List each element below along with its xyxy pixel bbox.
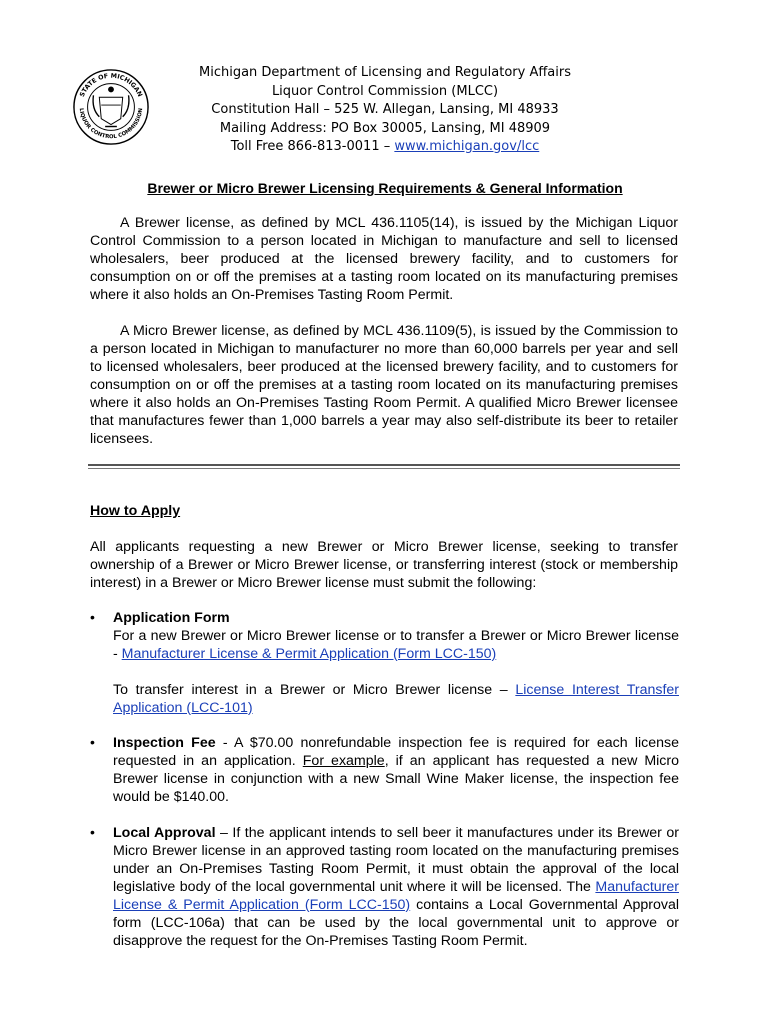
svg-text:STATE OF MICHIGAN	[79, 73, 144, 98]
agency-header	[160, 64, 610, 157]
inspection-fee-item	[113, 734, 679, 806]
document-title: Brewer or Micro Brewer Licensing Requirements & General Information	[147, 180, 623, 196]
website-link[interactable]: www.michigan.gov/lcc	[394, 139, 540, 154]
inspection-fee-heading: Inspection Fee	[113, 735, 216, 751]
local-approval-text: – If the applicant intends to sell beer it manufactures under its Brewer or Micro Brewer license in an approved tasting room located on the manufacturing premises under an On-Premises Tasting Room Permit, it must obtain the approval of the local legislative body of the local governmental unit where it will be licensed. The	[113, 825, 679, 895]
bullet-icon: •	[90, 734, 95, 750]
local-approval-item	[113, 824, 679, 950]
toll-free-text: Toll Free 866-813-0011 –	[230, 139, 395, 154]
agency-name: Michigan Department of Licensing and Regulatory Affairs	[199, 65, 571, 80]
brewer-definition-paragraph	[90, 214, 678, 304]
application-form-heading: Application Form	[113, 610, 230, 626]
form-lcc-150-link[interactable]: Manufacturer License & Permit Application (Form LCC-150)	[121, 646, 497, 662]
local-approval-heading: Local Approval	[113, 825, 216, 841]
toll-free-line	[160, 138, 610, 157]
micro-brewer-definition-paragraph	[90, 322, 678, 448]
local-approval-form-text: contains a Local Governmental Approval form (LCC-106a) that can be used by the local governmental unit to approve or disapprove the request for the On-Premises Tasting Room Permit.	[113, 897, 679, 949]
application-form-text: For a new Brewer or Micro Brewer license or to transfer a Brewer or Micro Brewer license -	[113, 628, 679, 662]
commission-name: Liquor Control Commission (MLCC)	[271, 83, 499, 99]
apply-intro-paragraph: All applicants requesting a new Brewer or Micro Brewer license, seeking to transfer ownership of a Brewer or Micro Brewer license, or transferring interest (stock or membership interest) in a Brewer or Micro Brewer license must submit the following:	[90, 539, 678, 591]
how-to-apply-heading: How to Apply	[90, 503, 181, 519]
micro-brewer-definition-text: A Micro Brewer license, as defined by MCL 436.1109(5), is issued by the Commission to a person located in Michigan to manufacturer no more than 60,000 barrels per year and sell to licensed wholesalers, beer produced at the licensed brewery facility, and to customers for consumption on or off the premises at a tasting room located on its manufacturing premises where it also holds an On-Premises Tasting Room Permit. A qualified Micro Brewer licensee that manufactures fewer than 1,000 barrels a year may also self-distribute its beer to retailer licensees.	[90, 323, 678, 447]
brewer-definition-text: A Brewer license, as defined by MCL 436.1105(14), is issued by the Michigan Liquor Control Commission to a person located in Michigan to manufacture and sell to licensed wholesalers, beer produced at the licensed brewery facility, and to customers for consumption on or off the premises at a tasting room located on its manufacturing premises where it also holds an On-Premises Tasting Room Permit.	[90, 215, 678, 303]
seal-bottom-text: LIQUOR CONTROL COMMISSION	[77, 107, 145, 141]
inspection-fee-text: - A $70.00 nonrefundable inspection fee is required for each license requested in an application.	[113, 735, 679, 769]
application-form-item	[113, 609, 679, 717]
inspection-fee-example-text: , if an applicant has requested a new Micro Brewer license in conjunction with a new Small Wine Maker license, the inspection fee would be $140.00.	[113, 753, 680, 805]
form-lcc-101-link[interactable]: License Interest Transfer Application (LCC-101)	[113, 682, 679, 716]
mailing-address: Mailing Address: PO Box 30005, Lansing, MI 48909	[219, 120, 551, 136]
section-divider-thin	[88, 468, 680, 469]
section-divider	[88, 464, 680, 466]
transfer-interest-text: To transfer interest in a Brewer or Micro Brewer license –	[113, 682, 516, 698]
bullet-icon: •	[90, 609, 95, 625]
bullet-icon: •	[90, 824, 95, 840]
form-lcc-150-link-2[interactable]: Manufacturer License & Permit Application (Form LCC-150)	[113, 879, 679, 913]
address-line: Constitution Hall – 525 W. Allegan, Lansing, MI 48933	[211, 102, 559, 117]
example-label: For example	[302, 753, 385, 769]
seal-top-text: STATE OF MICHIGAN	[78, 72, 144, 99]
michigan-seal-icon	[72, 68, 150, 146]
